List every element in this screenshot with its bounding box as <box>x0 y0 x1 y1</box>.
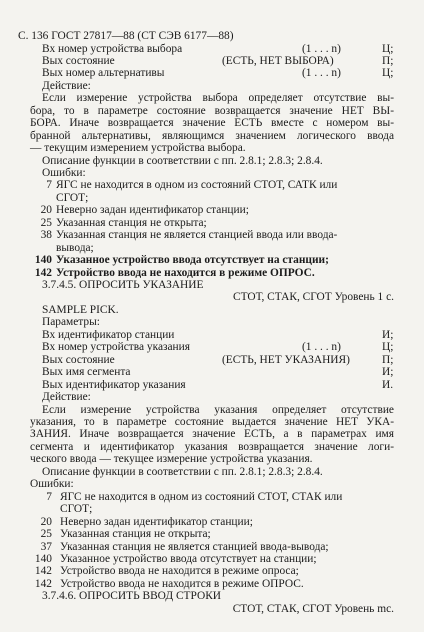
error-item <box>0 516 424 528</box>
error-number: 37 <box>40 540 52 553</box>
error-number: 38 <box>40 229 52 242</box>
error-number: 140 <box>34 552 52 565</box>
param-row <box>0 366 424 378</box>
action-text-line: Если измерение устройства указания определяет отсутствие <box>42 403 394 416</box>
function-name: SAMPLE PICK. <box>42 303 119 316</box>
error-item <box>0 541 424 553</box>
section-heading: 3.7.4.6. ОПРОСИТЬ ВВОД СТРОКИ <box>42 590 222 603</box>
param-row <box>0 67 424 79</box>
param-label: Вх идентификатор станции <box>42 328 175 341</box>
error-item <box>0 229 424 241</box>
function-description: Описание функции в соответствии с пп. 2.8.1; 2.8.3; 2.8.4. <box>42 465 323 478</box>
section-states: СТОТ, СТАК, СГОТ Уровень 1 с. <box>233 291 394 304</box>
param-range: (ЕСТЬ, НЕТ ВЫБОРА) <box>222 54 334 67</box>
action-text-line: сегмента и идентификатор указания возвращается значение логи- <box>30 440 394 453</box>
param-label: Вых имя сегмента <box>42 366 131 379</box>
param-row <box>0 43 424 55</box>
param-type: П; <box>382 353 394 366</box>
error-text: Неверно задан идентификатор станции; <box>56 204 249 217</box>
error-number: 25 <box>40 216 52 229</box>
error-text: Указанное устройство ввода отсутствует на станции; <box>60 552 317 565</box>
error-text: Указанная станция не открыта; <box>60 528 211 540</box>
error-text: Устройство ввода не находится в режиме ОПРОС. <box>56 266 315 279</box>
error-number: 140 <box>34 254 52 267</box>
errors-label: Ошибки: <box>42 166 86 179</box>
param-type: Ц; <box>382 42 394 55</box>
function-description: Описание функции в соответствии с пп. 2.8.1; 2.8.3; 2.8.4. <box>42 154 323 167</box>
action-label: Действие: <box>42 391 91 403</box>
error-item <box>0 254 424 266</box>
param-label: Вх номер устройства указания <box>42 341 190 354</box>
error-text: Указанная станция не открыта; <box>56 216 207 229</box>
error-number: 7 <box>46 490 52 503</box>
error-text: СГОТ; <box>60 503 93 516</box>
action-text-line: ЗАНИЯ. Иначе возвращается значение ЕСТЬ, а в параметрах имя <box>30 428 394 441</box>
error-item <box>0 267 424 279</box>
param-range: (1 . . . n) <box>302 67 341 80</box>
error-item <box>0 528 424 540</box>
error-item <box>0 179 424 191</box>
error-item <box>0 578 424 590</box>
param-type: П; <box>382 54 394 67</box>
param-range: (ЕСТЬ, НЕТ УКАЗАНИЯ) <box>222 353 350 366</box>
action-text-line: указания, то в параметре состояние выдается значение НЕТ УКА- <box>30 415 394 428</box>
error-number: 142 <box>34 577 52 590</box>
param-range: (1 . . . n) <box>302 341 341 354</box>
error-item <box>0 192 424 204</box>
errors-label: Ошибки: <box>30 478 74 491</box>
param-row <box>0 354 424 366</box>
error-item <box>0 503 424 515</box>
error-text: СГОТ; <box>56 191 89 204</box>
action-text-line: БОРА. Иначе возвращается значение ЕСТЬ вместе с номером вы- <box>30 117 394 130</box>
error-item <box>0 491 424 503</box>
param-row <box>0 379 424 391</box>
param-type: И; <box>382 328 394 341</box>
error-text: ЯГС не находится в одном из состояний СТОТ, САТК или <box>56 179 338 192</box>
error-number: 25 <box>40 528 52 540</box>
error-text: ЯГС не находится в одном из состояний СТОТ, СТАК или <box>60 490 343 503</box>
param-type: И. <box>382 378 394 391</box>
param-row <box>0 329 424 341</box>
action-label <box>0 80 424 92</box>
action-text-line: ческого ввода — текущее измерение устройства указания. <box>30 453 313 466</box>
param-label: Вых состояние <box>42 54 115 67</box>
error-number: 20 <box>40 515 52 528</box>
param-type: Ц; <box>382 341 394 354</box>
error-number: 142 <box>34 565 52 578</box>
error-item <box>0 242 424 254</box>
action-text-line: бранной альтернативы, являющимся значением логического ввода <box>30 129 394 142</box>
error-number: 7 <box>46 179 52 192</box>
error-number: 20 <box>40 204 52 217</box>
page-header: С. 136 ГОСТ 27817—88 (СТ СЭВ 6177—88) <box>18 30 234 42</box>
action-text-line: — текущим измерением устройства выбора. <box>30 142 246 155</box>
error-text: Неверно задан идентификатор станции; <box>60 515 253 528</box>
param-row <box>0 341 424 353</box>
action-text-line: бора, то в параметре состояние возвращается значение НЕТ ВЫ- <box>30 104 394 117</box>
param-range: (1 . . . n) <box>302 42 341 55</box>
section-states: СТОТ, СТАК, СГОТ Уровень mс. <box>232 602 394 615</box>
error-number: 142 <box>34 266 52 279</box>
error-text: Указанное устройство ввода отсутствует на станции; <box>56 254 329 267</box>
error-text: Устройство ввода не находится в режиме ОПРОС. <box>60 577 304 590</box>
section-heading: 3.7.4.5. ОПРОСИТЬ УКАЗАНИЕ <box>42 279 204 291</box>
param-label: Вх номер устройства выбора <box>42 42 183 55</box>
action-label-text: Действие: <box>42 79 91 92</box>
params-label: Параметры: <box>42 316 100 329</box>
error-item <box>0 565 424 577</box>
error-text: вывода; <box>56 241 94 254</box>
param-type: И; <box>382 366 394 379</box>
error-text: Устройство ввода не находится в режиме опроса; <box>60 565 299 578</box>
param-type: Ц; <box>382 67 394 80</box>
param-label: Вых состояние <box>42 353 115 366</box>
action-text-line: Если измерение устройства выбора определяет отсутствие вы- <box>42 92 394 105</box>
error-item <box>0 553 424 565</box>
param-row <box>0 55 424 67</box>
error-item <box>0 204 424 216</box>
error-item <box>0 217 424 229</box>
param-label: Вых номер альтернативы <box>42 67 165 80</box>
param-label: Вых идентификатор указания <box>42 378 186 391</box>
error-text: Указанная станция не является станцией ввода-вывода; <box>60 540 329 553</box>
error-text: Указанная станция не является станцией ввода или ввода- <box>56 229 338 242</box>
